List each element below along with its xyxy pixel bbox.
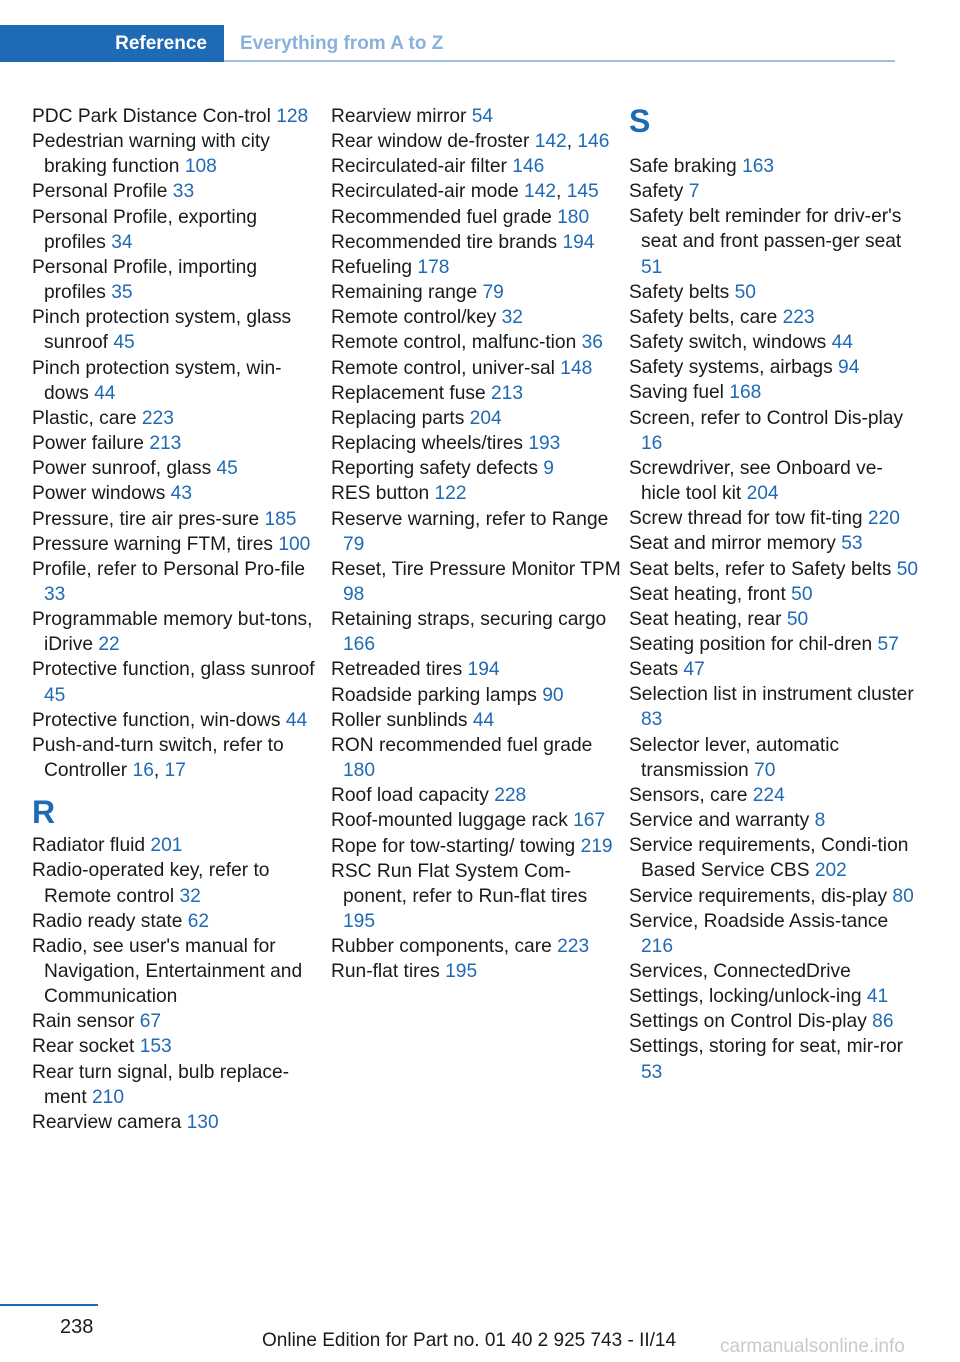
index-entry [629,531,919,556]
index-entry [331,330,621,355]
index-entry-text: Power windows [32,483,166,505]
index-entry [629,355,919,380]
page-reference-link[interactable]: 213 [149,433,182,455]
index-entry [629,657,919,682]
index-entry [629,330,919,355]
index-entry-text: Reporting safety defects [331,458,538,480]
index-entry-text: Recommended fuel grade [331,206,552,228]
index-entry [629,808,919,833]
page-reference-link[interactable]: 219 [580,835,613,857]
index-entry [32,1009,322,1034]
index-entry-text: Personal Profile [32,181,168,203]
page-reference-link[interactable]: 32 [501,307,523,329]
index-entry [629,607,919,632]
index-entry [32,858,322,908]
page-reference-link[interactable]: 70 [754,759,776,781]
page-reference-link[interactable]: 94 [838,357,860,379]
index-entry [629,682,919,732]
page-reference-link[interactable]: 224 [752,784,785,806]
index-entry [629,783,919,808]
index-entry-text: Replacement fuse [331,382,486,404]
page-reference-link[interactable]: 47 [683,659,705,681]
page-reference-link[interactable]: 128 [276,106,309,127]
index-column-3 [629,104,919,1085]
page-reference-link[interactable]: 146 [577,131,610,153]
page-reference-link[interactable]: 166 [343,634,376,656]
page-reference-link[interactable]: 67 [139,1011,162,1033]
index-entry-text: RES button [331,483,430,505]
page-reference-link[interactable]: 142 [524,181,557,203]
page-reference-link[interactable]: 195 [343,911,376,932]
page-reference-link[interactable]: 45 [216,458,238,480]
page-reference-link[interactable]: 223 [782,306,815,328]
page-reference-link[interactable]: 90 [542,684,564,706]
index-entry [32,833,322,858]
index-entry [331,733,621,783]
page-reference-link[interactable]: 194 [562,231,595,253]
page-reference-link[interactable]: 185 [264,508,297,530]
page-reference-link[interactable]: 41 [866,986,889,1008]
index-entry-text: Seat heating, rear [629,608,782,630]
index-entry [32,104,322,129]
index-entry-text: Profile, refer to Personal Pro-file [32,558,306,580]
page-reference-link[interactable]: 44 [94,382,116,404]
index-entry [32,255,322,305]
page-reference-link[interactable]: 86 [872,1011,894,1033]
index-entry-text: Rear socket [32,1036,135,1058]
page-reference-link[interactable]: 62 [187,910,210,932]
index-entry [331,607,621,657]
index-entry [32,456,322,481]
index-entry-text: Programmable memory but-tons, iDrive [32,609,313,656]
index-entry [32,909,322,934]
chapter-tab[interactable]: Everything from A to Z [240,32,444,54]
index-entry [331,255,621,280]
page-reference-link[interactable]: 57 [877,633,899,655]
index-entry [32,1060,322,1110]
index-letter-heading: S [629,103,651,139]
index-entry-text: Pinch protection system, glass sunroof [32,307,292,354]
index-entry [32,934,322,1009]
page-reference-link[interactable]: 163 [742,156,775,177]
index-entry-text: Reset, Tire Pressure Monitor TPM [331,558,621,580]
index-entry [331,280,621,305]
index-entry-text: RSC Run Flat System Com-ponent, refer to Run-flat tires [331,860,588,907]
page-reference-link[interactable]: 193 [528,433,561,455]
index-entry [629,833,919,883]
watermark-text: carmanualsonline.info [720,1336,905,1357]
index-entry-text: Rear window de-froster [331,131,530,153]
page-reference-link[interactable]: 223 [557,936,590,958]
index-letter-heading: R [32,794,56,831]
page-reference-link[interactable]: 43 [170,483,192,505]
index-entry [629,179,919,204]
page-reference-link[interactable]: 53 [641,1061,663,1083]
index-entry-text: Settings, storing for seat, mir-ror [629,1036,904,1058]
index-entry [331,507,621,557]
page-reference-link[interactable]: 36 [581,332,603,354]
index-entry-text: Screwdriver, see Onboard ve-hicle tool kit [629,457,883,505]
index-entry: Rear window de-froster 142, 146 [331,131,610,153]
index-entry [32,657,322,707]
page-reference-link[interactable]: 100 [278,533,311,555]
index-entry [331,381,621,406]
index-entry-text: Rain sensor [32,1011,135,1033]
index-entry-text: Service, Roadside Assis-tance [629,910,889,932]
index-entry [32,1034,322,1059]
page-reference-link[interactable]: 108 [184,156,217,178]
index-entry: Recirculated-air mode 142, 145 [331,181,599,203]
index-entry-text: Recirculated-air filter [331,156,507,178]
page-reference-link[interactable]: 50 [734,281,756,303]
index-entry [331,808,621,833]
index-entry [629,456,919,506]
index-entry-text: Plastic, care [32,407,137,429]
page-reference-link[interactable]: 195 [445,961,478,983]
index-entry-text: Screen, refer to Control Dis-play [629,407,904,429]
index-entry: Push-and-turn switch, refer to Controller 16, 17 [32,734,284,782]
page-reference-link[interactable]: 204 [469,407,502,429]
page-reference-link[interactable]: 45 [113,332,135,354]
page-reference-link[interactable]: 167 [573,810,606,832]
index-entry [629,1009,919,1034]
index-entry-text: Pressure, tire air pres-sure [32,508,260,530]
page-reference-link[interactable]: 7 [688,181,700,203]
index-entry-text: Retreaded tires [331,659,463,681]
index-entry [331,406,621,431]
index-entry-text: Safety systems, airbags [629,357,833,379]
page-reference-link[interactable]: 53 [841,533,863,555]
page-reference-link[interactable]: 202 [814,860,847,882]
index-entry [629,582,919,607]
index-entry [32,406,322,431]
index-entry [331,456,621,481]
index-entry [32,356,322,406]
index-entry-text: Remote control/key [331,307,497,329]
index-entry-text: Retaining straps, securing cargo [331,609,607,631]
index-entry-text: Service requirements, dis-play [629,885,888,907]
index-entry-text: Radio-operated key, refer to Remote control [32,860,270,907]
index-entry-text: Seat belts, refer to Safety belts [629,558,892,580]
index-entry [629,305,919,330]
index-entry [32,1110,322,1135]
index-entry-text: Roller sunblinds [331,709,468,731]
index-entry-text: Service and warranty [629,810,810,832]
index-entry-text: Safety belts, care [629,306,778,328]
page-reference-link[interactable]: 130 [186,1111,219,1133]
index-entry [32,179,322,204]
index-entry-text: Remote control, malfunc-tion [331,332,577,354]
page-reference-link[interactable]: 98 [343,583,365,605]
index-entry [331,959,621,984]
index-entry-text: Replacing wheels/tires [331,433,523,455]
index-entry [331,431,621,456]
index-entry [629,280,919,305]
page-reference-link[interactable]: 16 [132,760,154,782]
page-reference-link[interactable]: 213 [491,382,524,404]
page-reference-link[interactable]: 201 [150,835,183,857]
index-entry-text: Rearview camera [32,1111,182,1133]
page-reference-link[interactable]: 223 [141,407,174,429]
footer-divider [0,1304,98,1306]
index-entry [629,406,919,456]
index-entry [331,205,621,230]
index-entry [32,607,322,657]
index-entry-text: Screw thread for tow fit-ting [629,508,863,530]
index-entry-text: Saving fuel [629,382,724,404]
index-entry-text: Remote control, univer-sal [331,357,555,379]
index-entry-text: Refueling [331,256,413,278]
page-reference-link[interactable]: 44 [285,709,308,731]
index-entry-text: Roof load capacity [331,785,489,807]
index-entry-text: Rope for tow-starting/ towing [331,835,576,857]
index-entry-text: Rear turn signal, bulb replace-ment [32,1061,290,1108]
page-reference-link[interactable]: 51 [641,256,663,278]
index-entry [629,1034,919,1084]
index-entry [629,557,919,582]
index-entry-text: Seating position for chil-dren [629,633,873,655]
index-entry-text: Safety belt reminder for driv-er's seat and front passen-ger seat [629,206,902,253]
index-entry [629,884,919,909]
page-reference-link[interactable]: 16 [641,432,663,454]
index-entry-text: Replacing parts [331,407,465,429]
index-entry-text: Sensors, care [629,784,748,806]
section-tab[interactable]: Reference [0,25,224,62]
index-entry [331,783,621,808]
index-entry-text: Safe braking [629,156,737,177]
index-entry-text: Safety [629,181,684,203]
index-entry [331,683,621,708]
index-entry [629,632,919,657]
index-entry [629,733,919,783]
index-entry-text: Push-and-turn switch, refer to Controller [32,734,284,782]
index-entry-text: Protective function, glass sunroof [32,659,315,681]
index-entry-text: Rearview mirror [331,106,467,127]
page-reference-link[interactable]: 145 [566,181,599,203]
index-entry-text: Safety belts [629,281,730,303]
index-entry [331,154,621,179]
page-reference-link[interactable]: 204 [746,483,779,505]
page-reference-link[interactable]: 168 [729,382,762,404]
page-header [0,25,895,62]
page-reference-link[interactable]: 33 [44,583,66,605]
page-reference-link[interactable]: 17 [164,760,186,782]
index-entry-text: Selector lever, automatic transmission [629,734,840,781]
index-entry [629,984,919,1009]
index-entry-text: Radio ready state [32,910,183,932]
index-entry-text: Roof-mounted luggage rack [331,810,568,832]
index-entry-text: Radiator fluid [32,835,146,857]
index-entry [629,204,919,279]
index-entry [629,154,919,179]
page-reference-link[interactable]: 44 [831,332,853,354]
index-entry-text: Recirculated-air mode [331,181,519,203]
index-entry-text: Power failure [32,433,144,455]
page-reference-link[interactable]: 35 [111,282,133,304]
index-entry-text: Pinch protection system, win-dows [32,357,282,404]
index-entry-text: Settings, locking/unlock-ing [629,986,862,1008]
page-reference-link[interactable]: 9 [543,458,554,480]
page-reference-link[interactable]: 180 [343,760,376,782]
page-reference-link[interactable]: 178 [417,256,450,278]
index-entry [32,481,322,506]
index-entry-text: Reserve warning, refer to Range [331,508,609,530]
index-entry-text: Seat heating, front [629,583,786,605]
index-entry [32,708,322,733]
index-entry-text: Roadside parking lamps [331,684,537,706]
page-reference-link[interactable]: 83 [641,709,663,731]
index-column-2 [331,104,621,984]
index-entry-text: Settings on Control Dis-play [629,1011,867,1033]
index-entry-text: PDC Park Distance Con-trol [32,106,271,127]
page-reference-link[interactable]: 8 [814,810,826,832]
page-reference-link[interactable]: 153 [139,1036,172,1058]
index-entry [331,557,621,607]
page-number: 238 [60,1316,94,1338]
index-entry-text: Radio, see user's manual for Navigation, Entertainment and Communication [32,935,303,1008]
page-reference-link[interactable]: 194 [467,659,500,681]
index-entry [32,205,322,255]
page-reference-link[interactable]: 148 [560,357,593,379]
page-reference-link[interactable]: 44 [472,709,495,731]
index-entry [32,507,322,532]
index-entry-text: Remaining range [331,282,478,304]
index-entry-text: Rubber components, care [331,936,552,958]
index-entry [32,557,322,607]
page-reference-link[interactable]: 50 [786,608,809,630]
index-entry [331,934,621,959]
page-reference-link[interactable]: 216 [641,935,674,957]
page-reference-link[interactable]: 50 [896,558,919,580]
page-reference-link[interactable]: 220 [867,508,900,530]
index-entry [629,506,919,531]
index-entry-text: Personal Profile, importing profiles [32,256,258,304]
index-column-1 [32,104,322,1135]
index-entry-text: Selection list in instrument cluster [629,684,914,706]
page-reference-link[interactable]: 146 [512,156,545,178]
index-entry-text: RON recommended fuel grade [331,734,593,756]
index-entry [629,909,919,959]
index-entry [32,305,322,355]
page-reference-link[interactable]: 34 [111,231,133,253]
page-reference-link[interactable]: 33 [172,181,195,203]
index-entry [331,859,621,934]
page-reference-link[interactable]: 122 [434,483,467,505]
index-entry [32,129,322,179]
index-entry-text: Pedestrian warning with city braking function [32,131,270,178]
page-reference-link[interactable]: 22 [98,634,120,656]
index-entry [629,380,919,405]
page-reference-link[interactable]: 54 [471,106,494,127]
page-reference-link[interactable]: 79 [482,282,504,304]
index-entry [32,431,322,456]
page-reference-link[interactable]: 142 [534,131,567,153]
index-entry [331,708,621,733]
index-entry-text: Safety switch, windows [629,332,827,354]
page-reference-link[interactable]: 210 [92,1086,125,1108]
page-reference-link[interactable]: 32 [179,885,201,907]
header-divider [224,60,895,62]
page-reference-link[interactable]: 228 [494,785,527,807]
index-entry-text: Pressure warning FTM, tires [32,533,273,555]
page-reference-link[interactable]: 45 [44,684,66,706]
index-entry [331,230,621,255]
index-entry-text: Protective function, win-dows [32,709,281,731]
index-entry-text: Recommended tire brands [331,231,558,253]
index-entry-text: Seat and mirror memory [629,533,836,555]
index-entry [331,305,621,330]
index-entry [331,104,621,129]
index-entry-text: Run-flat tires [331,961,440,983]
index-entry [331,657,621,682]
index-entry [331,356,621,381]
page-reference-link[interactable]: 80 [892,885,914,907]
index-entry-text: Power sunroof, glass [32,458,212,480]
page-reference-link[interactable]: 79 [343,533,365,555]
index-entry [331,481,621,506]
page-reference-link[interactable]: 50 [791,583,813,605]
index-entry [32,532,322,557]
index-entry [331,834,621,859]
edition-text: Online Edition for Part no. 01 40 2 925 743 - II/14 [262,1330,677,1351]
index-entry-text: Seats [629,659,679,681]
index-entry-text: Service requirements, Condi-tion Based Service CBS [629,835,909,882]
index-entry [629,959,919,984]
page-reference-link[interactable]: 180 [557,206,590,228]
index-entry-text: Personal Profile, exporting profiles [32,206,258,253]
index-entry-text: Services, ConnectedDrive [629,961,851,982]
